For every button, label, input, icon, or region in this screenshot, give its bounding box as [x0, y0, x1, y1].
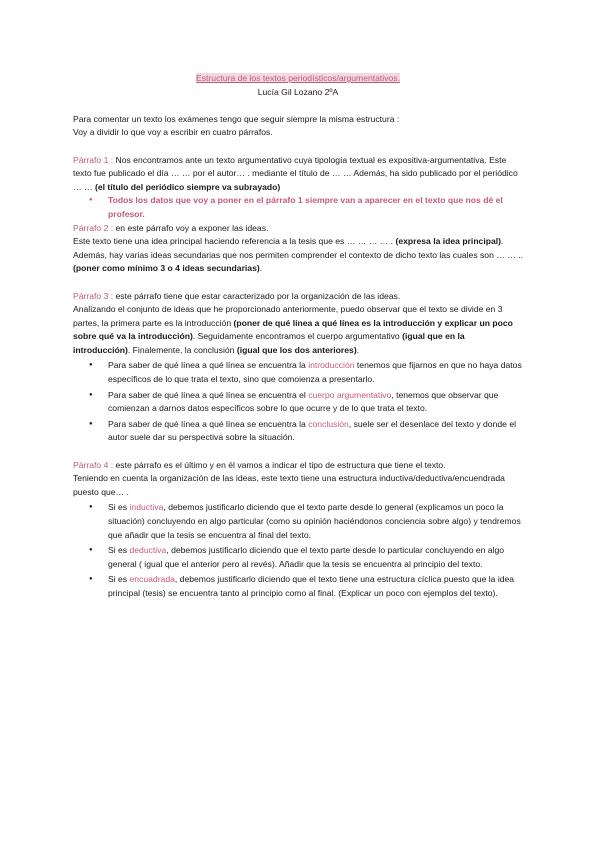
list-item: ● Si es encuadrada, debemos justificarlo diciendo que el texto tiene una estructura cíclica puesto que la idea principal (tesis) se encuentra tanto al principio como al final. (Explicar un poco con ejemplos del texto).: [73, 573, 523, 600]
list-item: ● Para saber de qué línea a qué línea se encuentra la introducción tenemos que fijarnos en que no haya datos específicos de lo que trata el texto, sino que comoienza a presentarlo.: [73, 359, 523, 386]
paragraph-4-list: [73, 501, 523, 600]
intro-line-1: Para comentar un texto los exámenes tengo que seguir siempre la misma estructura :: [73, 113, 400, 124]
document-title: Estructura de los textos periodísticos/argumentativos.: [196, 73, 400, 83]
paragraph-2-label: Párrafo 2 :: [73, 222, 114, 233]
paragraph-1: Párrafo 1 : Nos encontramos ante un texto argumentativo cuya tipología textual es expositiva-argumentativa. Este texto fue publicado el día … … por el autor… . mediante el título de … … Además, ha sido publicado por el periódico … … (el título del periódico siempre va subrayado): [73, 154, 518, 192]
list-item: ● Si es inductiva, debemos justificarlo diciendo que el texto parte desde lo general (explicamos un poco la situación) concluyendo en algo particular (como su opinión haciéndonos conciencia sobre algo) y tendremos que añadir que la tesis se encuentra al final del texto.: [73, 501, 523, 542]
paragraph-1-list: [73, 194, 523, 221]
list-item: ● Para saber de qué línea a qué línea se encuentra la conclusión, suele ser el desenlace del texto y donde el autor suele dar su perspectiva sobre la situación.: [73, 418, 523, 445]
paragraph-2-intro: Párrafo 2 : en este párrafo voy a exponer las ideas.: [73, 222, 269, 233]
paragraph-3-label: Párrafo 3 :: [73, 290, 114, 301]
paragraph-4-intro: Párrafo 4 : este párrafo es el último y en él vamos a indicar el tipo de estructura que tiene el texto.: [73, 459, 446, 470]
list-item: ● Todos los datos que voy a poner en el párrafo 1 siempre van a aparecer en el texto que nos dé el profesor.: [73, 194, 523, 221]
paragraph-2-body: Este texto tiene una idea principal haciendo referencia a la tesis que es … … … … . (expresa la idea principal). Además, hay varias ideas secundarias que nos permiten comprender el contexto de dicho texto las cuales son … … .. (poner como mínimo 3 o 4 ideas secundarias).: [73, 236, 523, 274]
paragraph-1-label: Párrafo 1 :: [73, 154, 114, 165]
author-line: Lucía Gil Lozano 2ºA: [257, 86, 339, 97]
document-page: [73, 72, 523, 601]
paragraph-4-label: Párrafo 4 :: [73, 459, 114, 470]
list-item: ● Para saber de qué línea a qué línea se encuentra el cuerpo argumentativo, tenemos que observar que comienzan a darnos datos específicos sobre lo que ocurre y de lo que trata el texto.: [73, 389, 523, 416]
paragraph-3-list: [73, 359, 523, 445]
list-item: ● Si es deductiva, debemos justificarlo diciendo que el texto parte desde lo particular concluyendo en algo general ( igual que el anterior pero al revés). Añadir que la tesis se encuentra al principio del texto.: [73, 544, 523, 571]
paragraph-3-intro: Párrafo 3 : este párrafo tiene que estar caracterizado por la organización de las ideas.: [73, 290, 401, 301]
paragraph-3-body: Analizando el conjunto de ideas que he proporcionado anteriormente, puedo observar que el texto se divide en 3 partes, la primera parte es la introducción (poner de qué línea a qué línea es la introducción y explicar un poco sobre qué va la introducción). Seguidamente encontramos el cuerpo argumentativo (igual que en la introducción). Finalemente, la conclusión (igual que los dos anteriores).: [73, 304, 513, 355]
intro-line-2: Voy a dividir lo que voy a escribir en cuatro párrafos.: [73, 127, 273, 138]
paragraph-4-body: Teniendo en cuenta la organización de las ideas, este texto tiene una estructura inductiva/deductiva/encuendrada puesto que… .: [73, 473, 505, 497]
